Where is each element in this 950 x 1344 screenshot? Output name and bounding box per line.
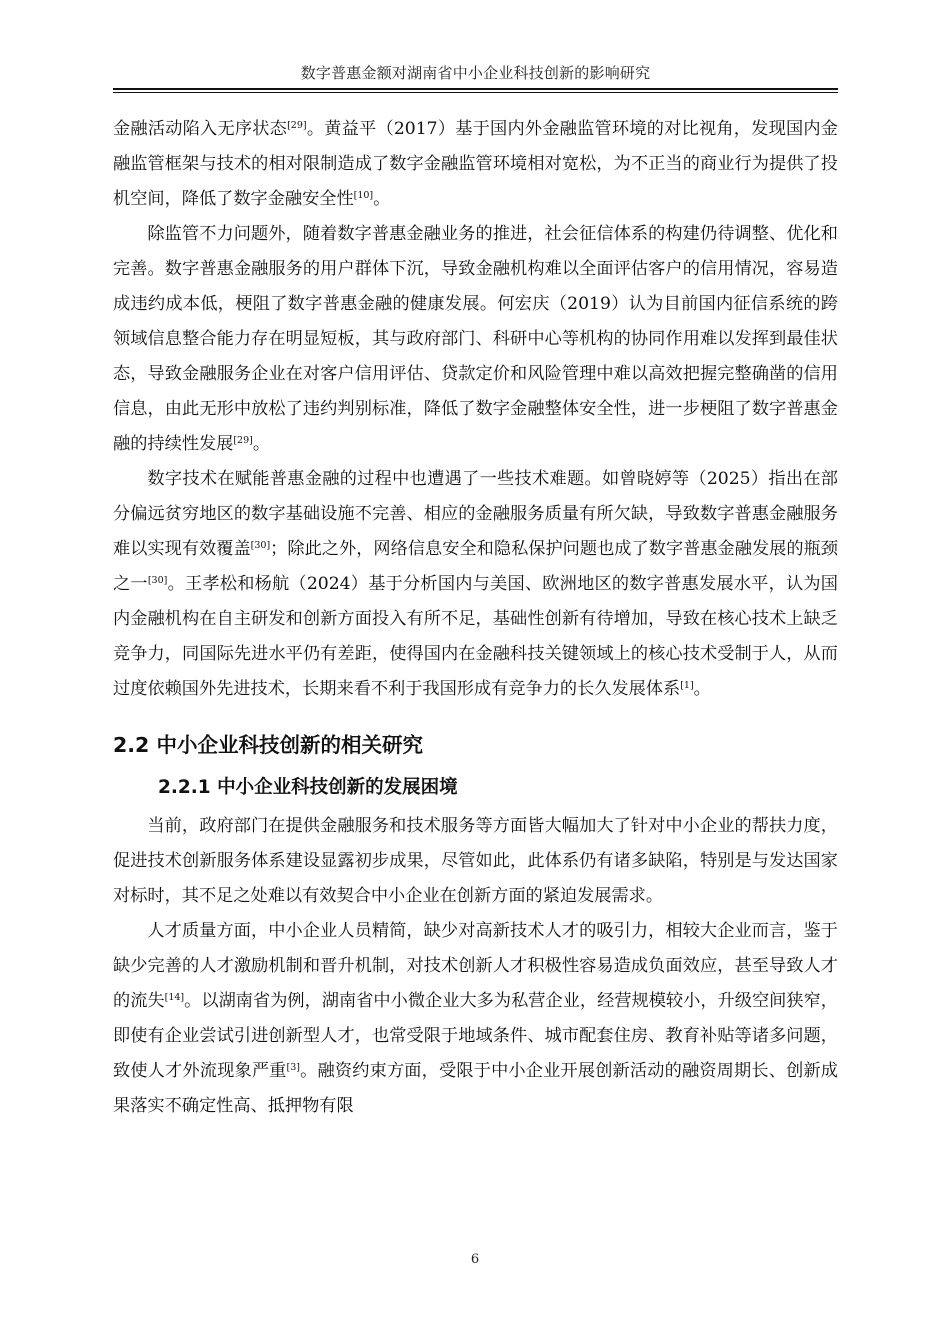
section-heading: 2.2 中小企业科技创新的相关研究 [113, 733, 423, 757]
citation: [29] [287, 120, 307, 131]
citation: [29] [233, 435, 253, 446]
header-rule-thin [113, 92, 838, 93]
citation: [30] [250, 540, 271, 551]
header-rule-thick [113, 88, 838, 90]
page-number: 6 [470, 1252, 480, 1267]
subsection-heading: 2.2.1 中小企业科技创新的发展困境 [158, 777, 458, 798]
citation: [1] [680, 680, 694, 691]
paragraph-3: 数字技术在赋能普惠金融的过程中也遭遇了一些技术难题。如曾晓婷等（2025）指出在部分偏远贫穷地区的数字基础设施不完善、相应的金融服务质量有所欠缺，导致数字普惠金融服务难以实现有效覆盖[30]；除此之外，网络信息安全和隐私保护问题也成了数字普惠金融发展的瓶颈之一[30]。王孝松和杨航（2024）基于分析国内与美国、欧洲地区的数字普惠发展水平，认为国内金融机构在自主研发和创新方面投入有所不足，基础性创新有待增加，导致在核心技术上缺乏竞争力，同国际先进水平仍有差距，使得国内在金融科技关键领域上的核心技术受制于人，从而过度依赖国外先进技术，长期来看不利于我国形成有竞争力的长久发展体系[1]。 [113, 469, 838, 699]
running-header: 数字普惠金额对湖南省中小企业科技创新的影响研究 [300, 64, 651, 82]
paragraph-5: 人才质量方面，中小企业人员精简，缺少对高新技术人才的吸引力，相较大企业而言，鉴于缺少完善的人才激励机制和晋升机制，对技术创新人才积极性容易造成负面效应，甚至导致人才的流失[14]。以湖南省为例，湖南省中小微企业大多为私营企业，经营规模较小，升级空间狭窄，即使有企业尝试引进创新型人才，也常受限于地域条件、城市配套住房、教育补贴等诸多问题，致使人才外流现象严重[3]。融资约束方面，受限于中小企业开展创新活动的融资周期长、创新成果落实不确定性高、抵押物有限 [113, 921, 838, 1116]
page-body [113, 112, 838, 1124]
citation: [14] [164, 992, 185, 1003]
citation: [3] [286, 1062, 301, 1073]
paragraph-2: 除监管不力问题外，随着数字普惠金融业务的推进，社会征信体系的构建仍待调整、优化和完善。数字普惠金融服务的用户群体下沉，导致金融机构难以全面评估客户的信用情况，容易造成违约成本低，梗阻了数字普惠金融的健康发展。何宏庆（2019）认为目前国内征信系统的跨领域信息整合能力存在明显短板，其与政府部门、科研中心等机构的协同作用难以发挥到最佳状态，导致金融服务企业在对客户信用评估、贷款定价和风险管理中难以高效把握完整确凿的信用信息，由此无形中放松了违约判别标准，降低了数字金融整体安全性，进一步梗阻了数字普惠金融的持续性发展[29]。 [113, 224, 838, 454]
citation: [30] [147, 575, 168, 586]
paragraph-1: 金融活动陷入无序状态[29]。黄益平（2017）基于国内外金融监管环境的对比视角，发现国内金融监管框架与技术的相对限制造成了数字金融监管环境相对宽松，为不正当的商业行为提供了投机空间，降低了数字金融安全性[10]。 [113, 119, 838, 209]
citation: [10] [353, 190, 374, 201]
paragraph-4: 当前，政府部门在提供金融服务和技术服务等方面皆大幅加大了针对中小企业的帮扶力度，促进技术创新服务体系建设显露初步成果，尽管如此，此体系仍有诸多缺陷，特别是与发达国家对标时，其不足之处难以有效契合中小企业在创新方面的紧迫发展需求。 [113, 816, 838, 906]
